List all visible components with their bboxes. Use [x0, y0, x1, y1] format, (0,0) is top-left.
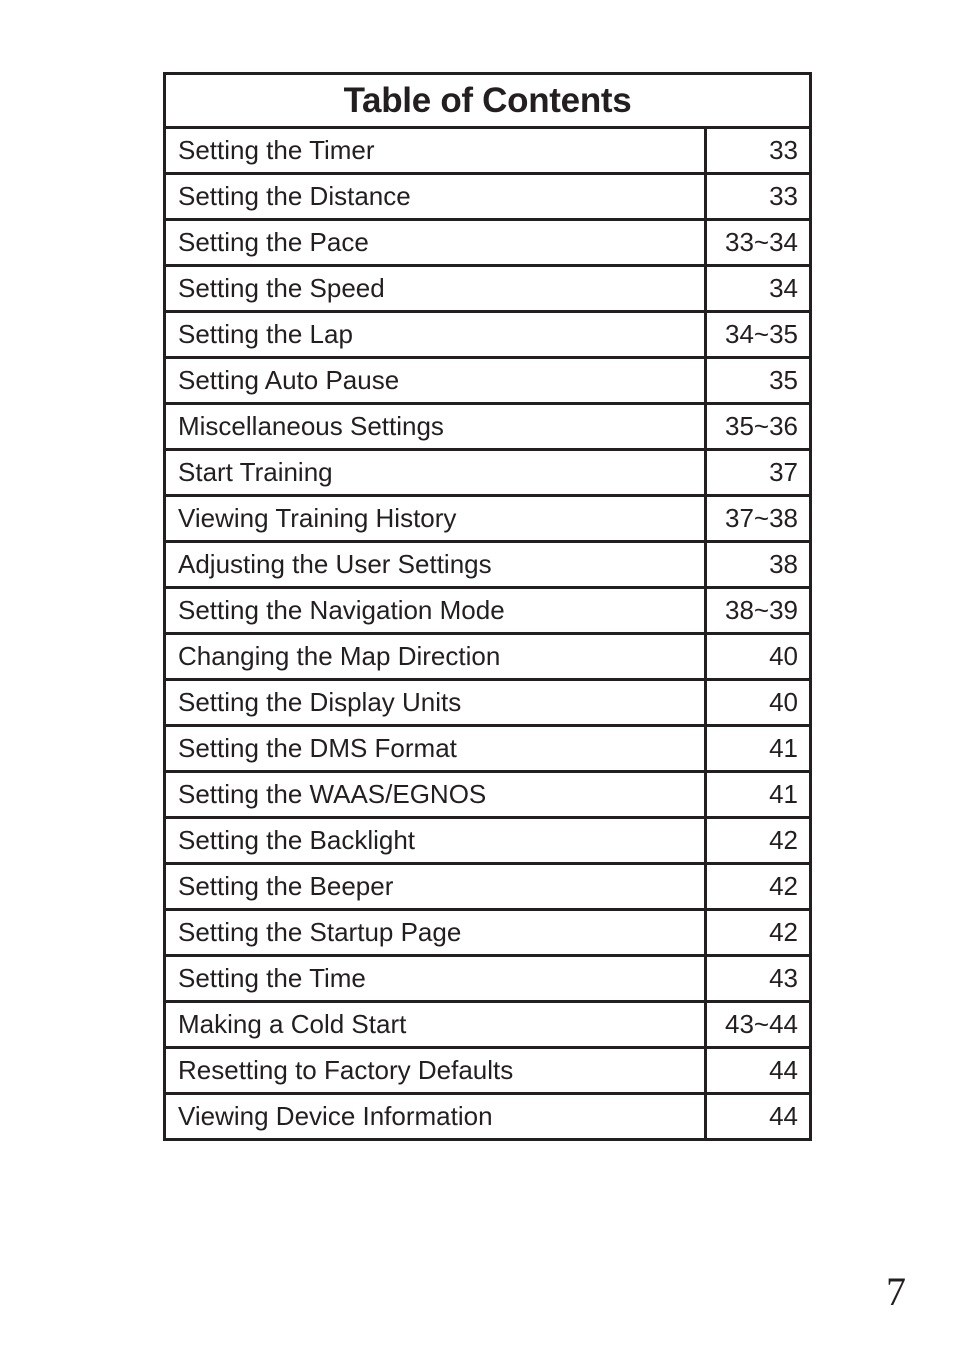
toc-entry-title: Changing the Map Direction: [165, 634, 706, 680]
toc-entry-title: Setting Auto Pause: [165, 358, 706, 404]
toc-row: [165, 404, 811, 450]
toc-row: [165, 956, 811, 1002]
toc-entry-title: Setting the Navigation Mode: [165, 588, 706, 634]
toc-row: [165, 450, 811, 496]
toc-row: [165, 910, 811, 956]
toc-row: [165, 220, 811, 266]
toc-entry-title: Setting the Timer: [165, 128, 706, 174]
toc-entry-title: Viewing Device Information: [165, 1094, 706, 1140]
toc-entry-title: Setting the Display Units: [165, 680, 706, 726]
toc-entry-page: 44: [706, 1094, 811, 1140]
toc-entry-page: 34: [706, 266, 811, 312]
toc-entry-page: 38~39: [706, 588, 811, 634]
toc-entry-page: 33: [706, 128, 811, 174]
toc-row: [165, 128, 811, 174]
toc-entry-page: 37: [706, 450, 811, 496]
toc-entry-title: Setting the WAAS/EGNOS: [165, 772, 706, 818]
table-of-contents: [163, 72, 812, 1141]
page-number: 7: [886, 1269, 906, 1314]
toc-entry-title: Setting the Speed: [165, 266, 706, 312]
toc-row: [165, 1048, 811, 1094]
toc-entry-page: 40: [706, 634, 811, 680]
toc-entry-title: Setting the Backlight: [165, 818, 706, 864]
toc-entry-page: 43: [706, 956, 811, 1002]
toc-entry-page: 35: [706, 358, 811, 404]
toc-entry-title: Setting the Lap: [165, 312, 706, 358]
toc-row: [165, 312, 811, 358]
toc-entry-title: Miscellaneous Settings: [165, 404, 706, 450]
toc-entry-title: Setting the Pace: [165, 220, 706, 266]
toc-entry-page: 41: [706, 772, 811, 818]
toc-row: [165, 680, 811, 726]
toc-row: [165, 266, 811, 312]
toc-entry-page: 34~35: [706, 312, 811, 358]
toc-entry-title: Setting the Distance: [165, 174, 706, 220]
toc-row: [165, 818, 811, 864]
toc-title: Table of Contents: [165, 74, 811, 128]
toc-row: [165, 542, 811, 588]
toc-row: [165, 1094, 811, 1140]
toc-row: [165, 772, 811, 818]
toc-row: [165, 864, 811, 910]
toc-entry-title: Viewing Training History: [165, 496, 706, 542]
toc-entry-page: 38: [706, 542, 811, 588]
toc-row: [165, 496, 811, 542]
toc-row: [165, 174, 811, 220]
toc-entry-page: 35~36: [706, 404, 811, 450]
toc-entry-title: Setting the Time: [165, 956, 706, 1002]
toc-entry-title: Setting the Startup Page: [165, 910, 706, 956]
toc-entry-page: 33~34: [706, 220, 811, 266]
toc-row: [165, 358, 811, 404]
toc-entry-page: 44: [706, 1048, 811, 1094]
toc-entry-page: 37~38: [706, 496, 811, 542]
toc-entry-page: 41: [706, 726, 811, 772]
toc-entry-page: 42: [706, 910, 811, 956]
toc-entry-title: Setting the DMS Format: [165, 726, 706, 772]
toc-entry-page: 33: [706, 174, 811, 220]
toc-entry-title: Start Training: [165, 450, 706, 496]
toc-row: [165, 1002, 811, 1048]
toc-row: [165, 634, 811, 680]
toc-body: [165, 128, 811, 1140]
toc-entry-page: 40: [706, 680, 811, 726]
toc-entry-title: Setting the Beeper: [165, 864, 706, 910]
toc-row: [165, 588, 811, 634]
toc-row: [165, 726, 811, 772]
toc-entry-page: 43~44: [706, 1002, 811, 1048]
toc-entry-title: Resetting to Factory Defaults: [165, 1048, 706, 1094]
toc-entry-title: Making a Cold Start: [165, 1002, 706, 1048]
toc-entry-page: 42: [706, 864, 811, 910]
toc-entry-page: 42: [706, 818, 811, 864]
toc-entry-title: Adjusting the User Settings: [165, 542, 706, 588]
